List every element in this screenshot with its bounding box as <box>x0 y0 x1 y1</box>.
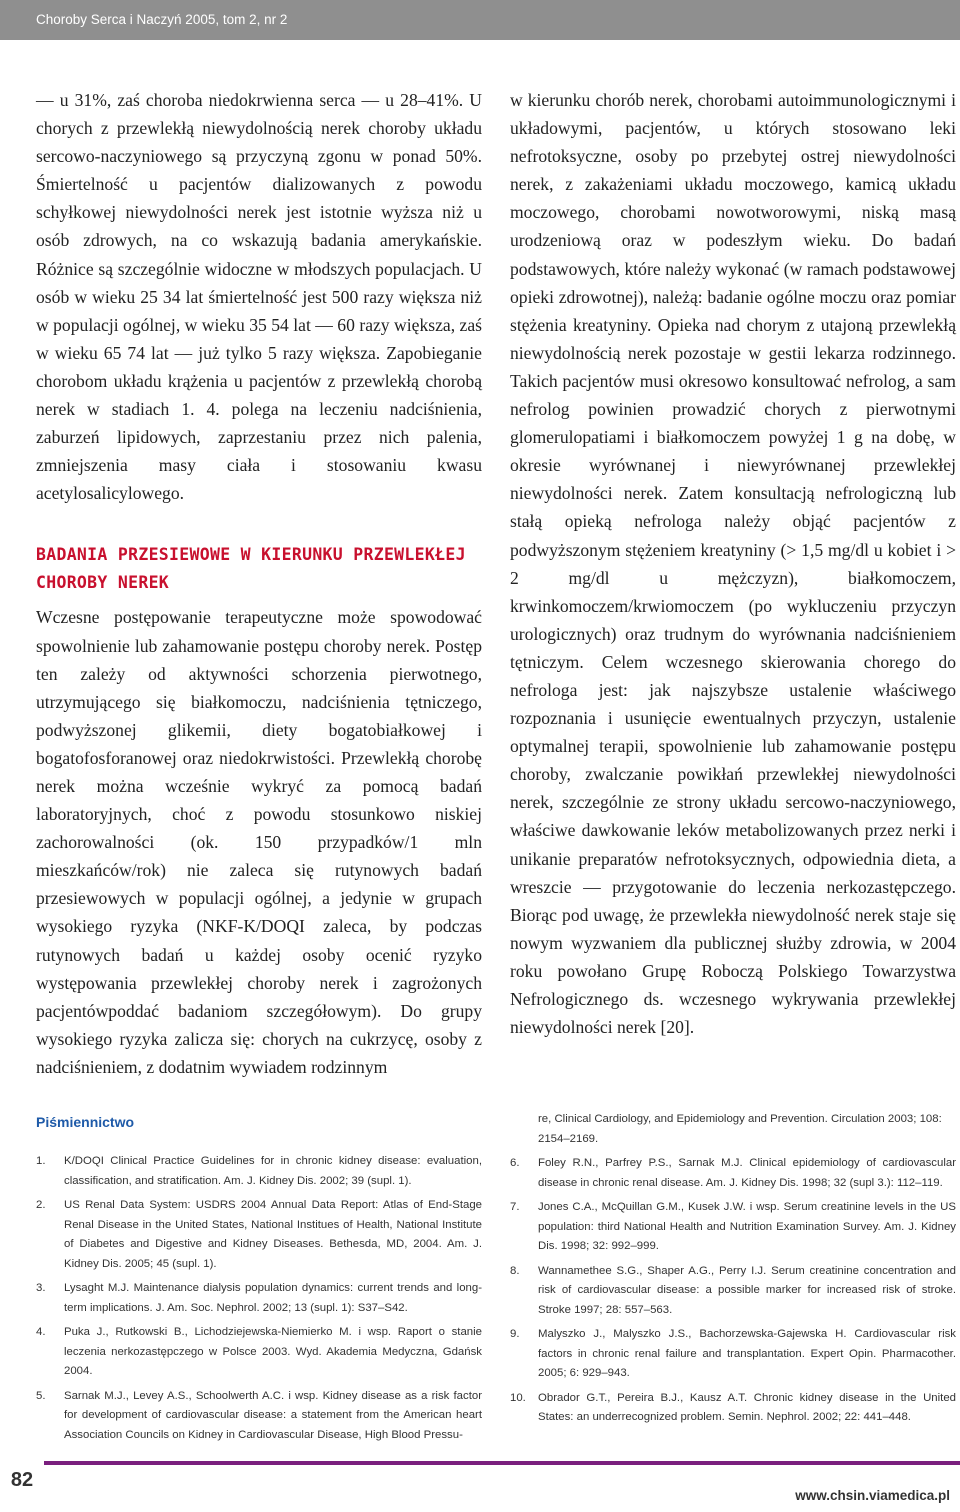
reference-number: 2. <box>36 1199 46 1211</box>
reference-item <box>510 1389 956 1428</box>
reference-item <box>36 1323 482 1382</box>
left-column <box>36 86 482 1081</box>
reference-number: 1. <box>36 1155 46 1167</box>
reference-number: 8. <box>510 1264 520 1277</box>
reference-text: Puka J., Rutkowski B., Lichodziejewska-Niemierko M. i wsp. Raport o stanie leczenia nerkozastępczego w Polsce 2003. Wyd. Akademia Medyczna, Gdańsk 2004. <box>64 1326 482 1377</box>
body-paragraph: Wczesne postępowanie terapeutyczne może spowodować spowolnienie lub zahamowanie postępu choroby nerek. Postęp ten zależy od aktywności schorzenia pierwotnego, utrzymującego się białkomoczu, nadciśnienia tętniczego, podwyższonej glikemii, diety bogatobiałkowej i bogatofosforanowej oraz niedokrwistości. Przewlekłą chorobę nerek można wcześnie wykryć za pomocą badań laboratoryjnych, choć z powodu stosunkowo niskiej zachorowalności (ok. 150 przypadków/1 mln mieszkańców/rok) nie zaleca się rutynowych badań przesiewowych w populacji ogólnej, a jedynie w grupach wysokiego ryzyka (NKF-K/DOQI zaleca, by podczas rutynowych badań u każdej osoby ocenić ryzyko występowania przewlekłej choroby nerek i zagrożonych pacjentówpoddać badaniom szczegółowym). Do grupy wysokiego ryzyka zalicza się: chorych na cukrzycę, osoby z nadciśnieniem, z dodatnim wywiadem rodzinnym <box>36 607 482 1077</box>
reference-text: Wannamethee S.G., Shaper A.G., Perry I.J. Serum creatinine concentration and risk of cardiovascular disease: a possible marker for increased risk of stroke. Stroke 1997; 28: 557–563. <box>538 1264 956 1316</box>
reference-text: Malyszko J., Malyszko J.S., Bachorzewska-Gajewska H. Cardiovascular risk factors in chronic renal failure and transplantation. Expert Opin. Pharmacother. 2005; 6: 929–943. <box>538 1328 956 1379</box>
section-heading: BADANIA PRZESIEWOWE W KIERUNKU PRZEWLEKŁEJ CHOROBY NEREK <box>36 545 466 593</box>
reference-text: Obrador G.T., Pereira B.J., Kausz A.T. Chronic kidney disease in the United States: an underrecognized problem. Semin. Nephrol. 2002; 22: 441–448. <box>538 1391 956 1423</box>
reference-item <box>36 1387 482 1446</box>
footer-rule <box>0 1461 960 1465</box>
reference-number: 6. <box>510 1157 520 1169</box>
reference-item <box>510 1262 956 1321</box>
reference-text: Jones C.A., McQuillan G.M., Kusek J.W. i wsp. Serum creatinine levels in the US population: third National Health and Nutrition Examination Survey. Am. J. Kidney Dis. 1998; 32: 992–999. <box>538 1201 956 1252</box>
references-title: Piśmiennictwo <box>36 1114 135 1130</box>
reference-item <box>510 1198 956 1257</box>
page-number: 82 <box>0 1460 44 1500</box>
running-header <box>0 0 960 40</box>
body-paragraph: w kierunku chorób nerek, chorobami autoimmunologicznymi i układowymi, pacjentów, u których stosowano leki nefrotoksyczne, osoby po przebytej ostrej niewydolności nerek, z zakażeniami układu moczowego, kamicą układu moczowego, chorobami nowotworowymi, niską masą urodzeniową oraz w podeszłym wieku. Do badań podstawowych, które należy wykonać (w ramach podstawowej opieki zdrowotnej), należą: badanie ogólne moczu oraz pomiar stężenia kreatyniny. Opieka nad chorym z utajoną przewlekłą niewydolnością nerek pozostaje w gestii lekarza rodzinnego. Takich pacjentów musi okresowo konsultować nefrolog, a sam nefrolog powinien prowadzić chorych z pierwotnymi glomerulopatiami i białkomoczem powyżej 1 g na dobę, w okresie wyrównanej i niewyrównanej przewlekłej niewydolności nerek. Zatem konsultacją nefrologiczną lub stałą opieką nefrologa należy objąć pacjentów z podwyższonym stężeniem kreatyniny (> 1,5 mg/dl u kobiet i > 2 mg/dl u mężczyzn), białkomoczem, krwinkomoczem/krwiomoczem (po wykluczeniu przyczyn urologicznych) oraz trudnym do wyrównania nadciśnieniem tętniczym. Celem wczesnego skierowania chorego do nefrologa jest: jak najszybsze ustalenie właściwego rozpoznania i usunięcie ewentualnych przyczyn, ustalenie optymalnej terapii, spowolnienie lub zahamowanie postępu choroby, zwalczanie powikłań przewlekłej niewydolności nerek, szczególnie ze strony układu sercowo-naczyniowego, właściwe dawkowanie leków metabolizowanych przez nerki i unikanie preparatów nefrotoksycznych, odpowiednia dieta, a wreszcie — przygotowanie do leczenia nerkozastępczego. Biorąc pod uwagę, że przewlekła niewydolność nerek staje się nowym wyzwaniem dla publicznej służby zdrowia, w 2004 roku powołano Grupę Roboczą Polskiego Towarzystwa Nefrologicznego ds. wczesnego wykrywania przewlekłej niewydolności nerek [20]. <box>510 90 956 1038</box>
reference-number: 9. <box>510 1328 520 1340</box>
reference-continuation: re, Clinical Cardiology, and Epidemiology and Prevention. Circulation 2003; 108: 2154–2169. <box>538 1113 942 1145</box>
reference-number: 10. <box>510 1391 526 1404</box>
reference-text: Foley R.N., Parfrey P.S., Sarnak M.J. Clinical epidemiology of cardiovascular disease in chronic renal disease. Am. J. Kidney Dis. 1998; 32 (supl 3.): 112–119. <box>538 1157 956 1189</box>
right-column <box>510 86 956 1041</box>
reference-text: Sarnak M.J., Levey A.S., Schoolwerth A.C. i wsp. Kidney disease as a risk factor for development of cardiovascular disease: a statement from the American heart Association Councils on Kidney in Cardiovascular Disease, High Blood Pressu- <box>64 1389 482 1441</box>
reference-item <box>36 1152 482 1191</box>
reference-text: US Renal Data System: USDRS 2004 Annual Data Report: Atlas of End-Stage Renal Disease in the United States, National Institues of Health, National Institute of Diabetes and Digestive and Kidney Diseases. Bethesda, MD, 2004. Am. J. Kidney Dis. 2005; 45 (supl. 1). <box>64 1199 482 1270</box>
reference-number: 3. <box>36 1282 46 1294</box>
reference-item <box>36 1279 482 1318</box>
references-list-right <box>510 1110 956 1433</box>
body-paragraph: — u 31%, zaś choroba niedokrwienna serca — u 28–41%. U chorych z przewlekłą niewydolnością nerek choroby układu sercowo-naczyniowego są przyczyną zgonu w ponad 50%. Śmiertelność u pacjentów dializowanych z powodu schyłkowej niewydolności nerek jest istotnie wyższa niż u osób zdrowych, na co wskazują badania amerykańskie. Różnice są szczególnie widoczne w młodszych populacjach. U osób w wieku 25 34 lat śmiertelność jest 500 razy większa niż w populacji ogólnej, w wieku 35 54 lat — 60 razy większa, zaś w wieku 65 74 lat — już tylko 5 razy większa. Zapobieganie chorobom układu krążenia u pacjentów z przewlekłą chorobą nerek w stadiach 1. 4. polega na leczeniu nadciśnienia, zaburzeń lipidowych, zaprzestaniu przez nich palenia, zmniejszenia masy ciała i stosowaniu kwasu acetylosalicylowego. <box>36 90 482 504</box>
reference-text: K/DOQI Clinical Practice Guidelines for in chronic kidney disease: evaluation, classification, and stratification. Am. J. Kidney Dis. 2002; 39 (supl. 1). <box>64 1155 482 1187</box>
reference-item <box>510 1325 956 1384</box>
reference-item <box>36 1196 482 1274</box>
references-list-left <box>36 1152 482 1450</box>
journal-title: Choroby Serca i Naczyń 2005, tom 2, nr 2 <box>36 12 288 27</box>
journal-url-link[interactable]: www.chsin.viamedica.pl <box>795 1488 950 1503</box>
reference-item <box>510 1154 956 1193</box>
reference-number: 5. <box>36 1389 46 1402</box>
reference-number: 4. <box>36 1326 46 1338</box>
reference-number: 7. <box>510 1201 520 1213</box>
reference-text: Lysaght M.J. Maintenance dialysis population dynamics: current trends and long-term implications. J. Am. Soc. Nephrol. 2002; 13 (supl. 1): S37–S42. <box>64 1282 482 1314</box>
